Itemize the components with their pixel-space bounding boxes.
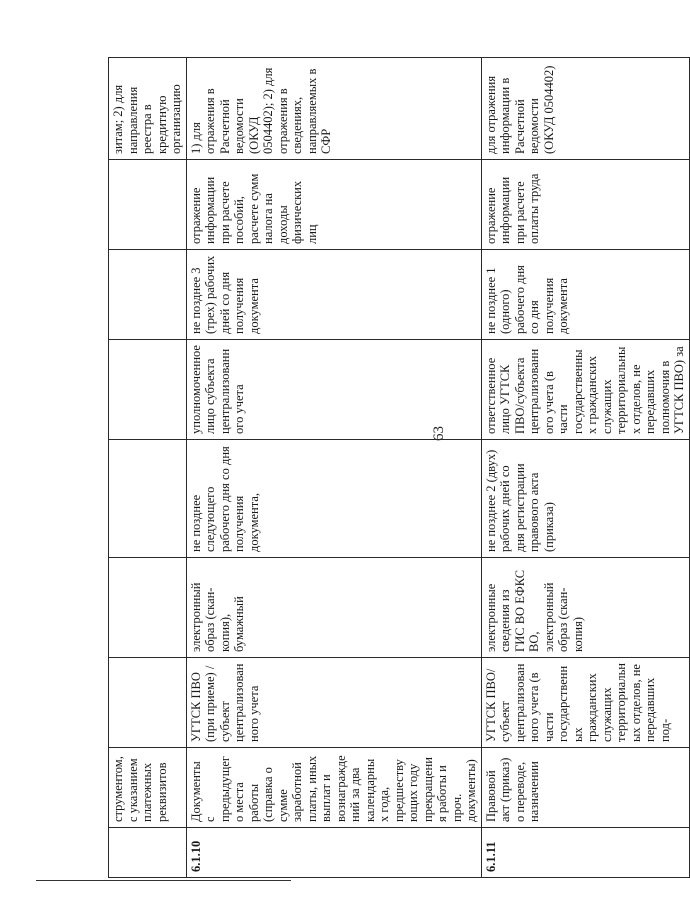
cell-purpose: отражение информации при расчете пособий, расчете сумм налога на доходы физических лиц	[186, 160, 481, 250]
cell-document: струментом, с указанием платежных реквизитов	[109, 748, 187, 828]
cell-purpose: отражение информации при расчете оплаты труда	[481, 160, 689, 250]
cell-term-submit	[109, 440, 187, 558]
cell-number: 6.1.11	[481, 828, 689, 878]
cell-term-submit: не позднее 2 (двух) рабочих дней со дня регистрации правового акта (приказа)	[481, 440, 689, 558]
cell-number: 6.1.10	[186, 828, 481, 878]
cell-responsible	[109, 340, 187, 440]
table-row	[109, 58, 187, 878]
cell-purpose	[109, 160, 187, 250]
table-row	[186, 58, 481, 878]
cell-responsible: уполномоченное лицо субъекта централизованного учета	[186, 340, 481, 440]
cell-submitter: УГТСК ПВО/субъект централизованного учета (в части государственных гражданских служащих территориальных отделов, не передавших под-	[481, 658, 689, 748]
document-table	[108, 57, 690, 878]
cell-document: Правовой акт (приказ) о переводе, назначении	[481, 748, 689, 828]
rotated-table-container	[108, 58, 686, 878]
footnote-separator	[36, 880, 291, 881]
cell-term-submit: не позднее следующего рабочего дня со дня получения документа,	[186, 440, 481, 558]
cell-use: для отражения информации в Расчетной ведомости (ОКУД 0504402)	[481, 58, 689, 160]
cell-number	[109, 828, 187, 878]
cell-responsible: ответственное лицо УГТСК ПВО/субъекта централизованного учета (в части государственных гражданских служащих территориальных отделов, не передавших полномочия в УГТСК ПВО) за	[481, 340, 689, 440]
cell-submitter: УГТСК ПВО (при приеме) /субъект централизованного учета	[186, 658, 481, 748]
page-number: 63	[431, 426, 447, 441]
cell-form: электронный образ (скан-копия), бумажный	[186, 558, 481, 658]
cell-form	[109, 558, 187, 658]
cell-use: зитам; 2) для направления реестра в кредитную организацию	[109, 58, 187, 160]
table-row	[481, 58, 689, 878]
cell-term-process: не позднее 3 (трех) рабочих дней со дня получения документа	[186, 250, 481, 340]
cell-submitter	[109, 658, 187, 748]
cell-term-process: не позднее 1 (одного) рабочего дня со дня получения документа	[481, 250, 689, 340]
cell-term-process	[109, 250, 187, 340]
cell-document: Документы с предыдущего места работы (справка о сумме заработной платы, иных выплат и вознаграждений за два календарных года, предшествующих году прекращения работы и проч. документы)	[186, 748, 481, 828]
cell-form: электронные сведения из ГИС ВО ЕФКС ВО, электронный образ (скан-копия)	[481, 558, 689, 658]
cell-use: 1) для отражения в Расчетной ведомости (ОКУД 0504402); 2) для отражения в сведениях, направляемых в СФР	[186, 58, 481, 160]
